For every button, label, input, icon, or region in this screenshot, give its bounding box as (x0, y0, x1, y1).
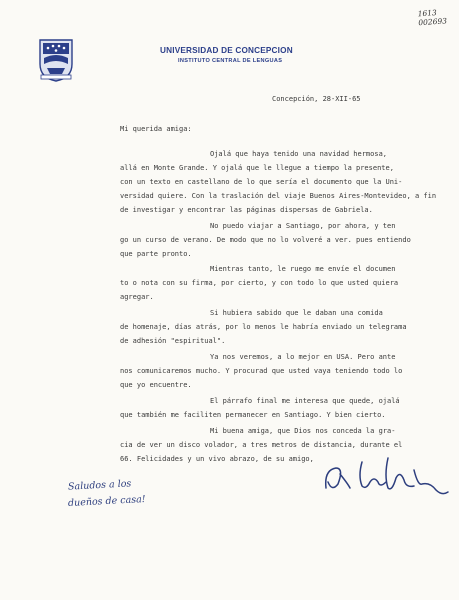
body-line: No puedo viajar a Santiago, por ahora, y ten (210, 222, 396, 230)
university-seal-logo (38, 38, 74, 82)
body-line: de homenaje, días atrás, por lo menos le habría enviado un telegrama (120, 323, 407, 331)
body-line: allá en Monte Grande. Y ojalá que le llegue a tiempo la presente, (120, 164, 394, 172)
body-line: go un curso de verano. De modo que no lo volveré a ver. pues entiendo (120, 236, 411, 244)
body-line: que yo encuentre. (120, 381, 192, 389)
body-line: que también me faciliten permanecer en Santiago. Y bien cierto. (120, 411, 386, 419)
body-line: que parte pronto. (120, 250, 192, 258)
salutation: Mi querida amiga: (120, 125, 192, 133)
body-line: Ya nos veremos, a lo mejor en USA. Pero ante (210, 353, 396, 361)
body-line: Ojalá que haya tenido una navidad hermosa, (210, 150, 388, 158)
archive-mark: 1613 (417, 8, 438, 19)
body-line: 66. Felicidades y un vivo abrazo, de su amigo, (120, 455, 314, 463)
body-line: versidad quiere. Con la traslación del viaje Buenos Aires-Montevideo, a fin (120, 192, 437, 200)
letterhead-institute: INSTITUTO CENTRAL DE LENGUAS (178, 58, 283, 64)
postscript-line: Saludos a los (67, 478, 132, 493)
body-line: Mi buena amiga, que Dios nos conceda la gra- (210, 427, 396, 435)
body-line: Mientras tanto, le ruego me envíe el documen (210, 265, 396, 273)
body-line: Si hubiera sabido que le daban una comida (210, 309, 383, 317)
postscript-line: dueños de casa! (67, 493, 146, 510)
body-line: con un texto en castellano de lo que sería el documento que la Uni- (120, 178, 403, 186)
date-line: Concepción, 28-XII-65 (272, 95, 361, 103)
handwritten-signature (318, 448, 450, 500)
body-line: cia de ver un disco volador, a tres metros de distancia, durante el (120, 441, 403, 449)
body-line: nos comunicaremos mucho. Y procurad que usted vaya teniendo todo lo (120, 367, 403, 375)
body-line: to o nota con su firma, por cierto, y con todo lo que usted quiera (120, 279, 399, 287)
body-line: de investigar y encontrar las páginas dispersas de Gabriela. (120, 206, 373, 214)
body-line: El párrafo final me interesa que quede, ojalá (210, 397, 400, 405)
body-line: de adhesión "espiritual". (120, 337, 226, 345)
archive-mark: 002693 (418, 16, 448, 28)
letterhead-university: UNIVERSIDAD DE CONCEPCION (160, 46, 293, 55)
body-line: agregar. (120, 293, 154, 301)
archive-marks (417, 7, 456, 28)
